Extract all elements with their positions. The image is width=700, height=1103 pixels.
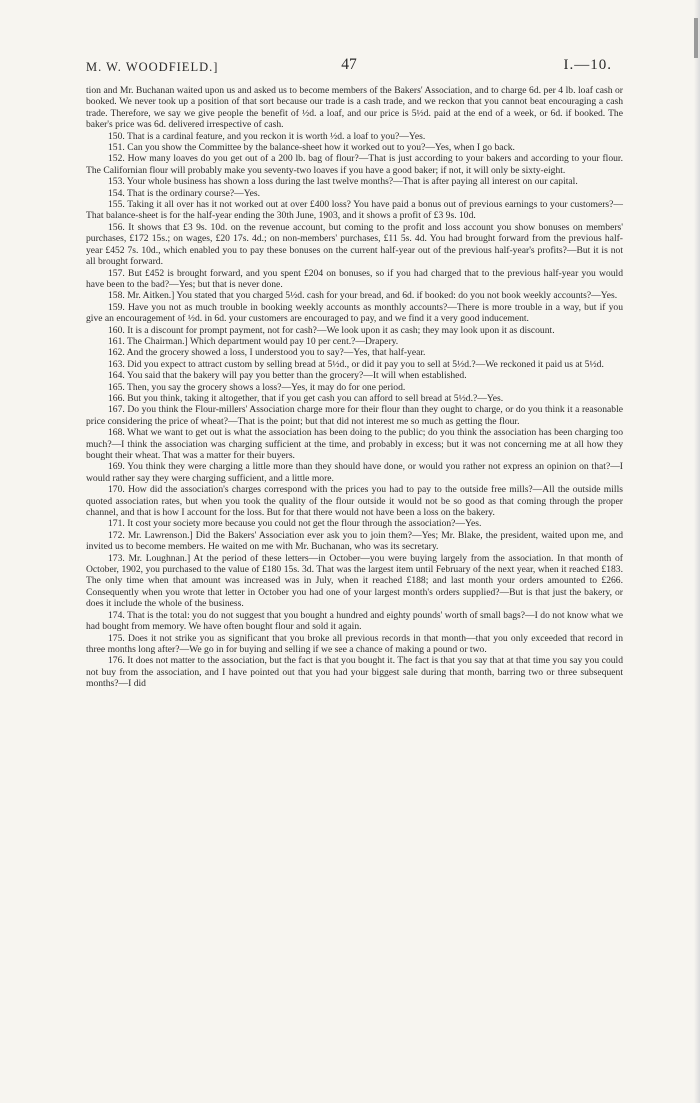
- testimony-paragraph: 162. And the grocery showed a loss, I understood you to say?—Yes, that half-year.: [108, 347, 426, 359]
- continued-paragraph: tion and Mr. Buchanan waited upon us and asked us to become members of the Bakers' Association, and to charge 6d. per 4 lb. loaf cash or booked. We never took up a position of that sort because our trade is a cash trade, and we reckon that you cannot beat encouraging a cash trade. Therefore, we say we give people the benefit of ½d. a loaf, and our price is 5½d. paid at the end of a week, or 6d. if booked. The baker's price was 6d. delivered irrespective of cash.: [86, 85, 623, 131]
- testimony-paragraph: 161. The Chairman.] Which department would pay 10 per cent.?—Drapery.: [108, 335, 399, 347]
- running-header: [86, 58, 612, 76]
- testimony-paragraph: 172. Mr. Lawrenson.] Did the Bakers' Association ever ask you to join them?—Yes; Mr. Blake, the president, waited upon me, and invited us to become members. He waited on me with Mr. Buchanan, who was its secretary.: [86, 529, 623, 553]
- testimony-paragraph: 160. It is a discount for prompt payment, not for cash?—We look upon it as cash; they may look upon it as discount.: [108, 324, 555, 336]
- testimony-paragraph: 176. It does not matter to the association, but the fact is that you bought it. The fact is that you say that at that time you say you could not buy from the association, and I have pointed out that you had your biggest sale during that month, barring two or three subsequent months?—I did: [86, 655, 623, 690]
- testimony-paragraph: 166. But you think, taking it altogether, that if you get cash you can afford to sell bread at 5½d.?—Yes.: [108, 392, 504, 404]
- testimony-paragraph: 159. Have you not as much trouble in booking weekly accounts as monthly accounts?—There is more trouble in a way, but if you give an encouragement of ½d. in 6d. your customers are encouraged to pay, and we find it a very good inducement.: [86, 301, 623, 325]
- testimony-paragraph: 164. You said that the bakery will pay you better than the grocery?—It will when established.: [108, 370, 467, 382]
- testimony-paragraph: 174. That is the total: you do not suggest that you bought a hundred and eighty pounds' worth of small bags?—I do not know what we had bought from memory. We have often bought flour and sold it again.: [86, 609, 623, 633]
- testimony-body: [86, 85, 623, 690]
- testimony-paragraph: 157. But £452 is brought forward, and you spent £204 on bonuses, so if you had charged that to the previous half-year you would have been to the bad?—Yes; but that is never done.: [86, 267, 623, 290]
- edge-mark: [694, 18, 698, 58]
- testimony-paragraph: 173. Mr. Loughnan.] At the period of these letters—in October—you were buying largely from the association. In that month of October, 1902, you purchased to the value of £180 15s. 3d. That was the largest item until February of the next year, when it reached £183. The only time when that amount was increased was in July, when it reached £188; and last month your orders amounted to £266. Consequently when you wrote that letter in October you had one of your largest month's orders supplied?—But is that just the bakery, or does it include the whole of the business.: [86, 552, 623, 610]
- testimony-paragraph: 170. How did the association's charges correspond with the prices you had to pay to the outside free mills?—All the outside mills quoted association rates, but when you took the quality of the flour outside it would not be so good as that coming through the proper channel, and that is how I account for the loss. But for that there would not have been a loss on the bakery.: [86, 484, 623, 519]
- testimony-paragraph: 167. Do you think the Flour-millers' Association charge more for their flour than they ought to charge, or do you think it a reasonable price considering the price of wheat?—That is the point; but that did not interest me so much as getting the flour.: [86, 404, 623, 427]
- testimony-paragraph: 169. You think they were charging a little more than they should have done, or would you rather not express an opinion on that?—I would rather say they were charging sufficient, and a little more.: [86, 461, 623, 484]
- document-reference: I.—10.: [563, 57, 612, 73]
- testimony-paragraph: 150. That is a cardinal feature, and you reckon it is worth ½d. a loaf to you?—Yes.: [108, 130, 426, 142]
- testimony-paragraph: 158. Mr. Aitken.] You stated that you charged 5½d. cash for your bread, and 6d. if booked: do you not book weekly accounts?—Yes.: [108, 290, 618, 302]
- testimony-paragraph: 165. Then, you say the grocery shows a loss?—Yes, it may do for one period.: [108, 381, 406, 393]
- testimony-paragraph: 175. Does it not strike you as significant that you broke all previous records in that month—that you only exceeded that record in three months long after?—We go in for buying and selling if we see a chance of making a pound or two.: [86, 632, 623, 655]
- testimony-paragraph: 171. It cost your society more because you could not get the flour through the association?—Yes.: [108, 518, 482, 530]
- page-number: 47: [341, 56, 357, 73]
- witness-name: M. W. WOODFIELD.]: [86, 60, 219, 74]
- testimony-paragraph: 156. It shows that £3 9s. 10d. on the revenue account, but coming to the profit and loss account you show bonuses on members' purchases, £172 15s.; on wages, £20 17s. 4d.; on non-members' purchases, £11 5s. 4d. You had brought forward from the previous half-year £452 7s. 10d., which enabled you to pay these bonuses on the current half-year out of the previous half-year's profits?—But it is not all brought forward.: [86, 221, 623, 268]
- testimony-paragraph: 154. That is the ordinary course?—Yes.: [108, 187, 261, 199]
- testimony-paragraph: 155. Taking it all over has it not worked out at over £400 loss? You have paid a bonus out of previous earnings to your customers?—That balance-sheet is for the half-year ending the 30th June, 1903, and it shows a profit of £3 9s. 10d.: [86, 199, 623, 222]
- testimony-paragraph: 168. What we want to get out is what the association has been doing to the public; do you think the association has been charging too much?—I think the association was charging sufficient at the time, and probably in excess; but it was not concerning me at all how they bought their wheat. That was a matter for their buyers.: [86, 427, 623, 461]
- testimony-paragraph: 152. How many loaves do you get out of a 200 lb. bag of flour?—That is just according to your bakers and according to your flour. The Californian flour will probably make you seventy-two loaves if you have a good baker; if not, it will only be sixty-eight.: [86, 153, 623, 176]
- testimony-paragraph: 153. Your whole business has shown a loss during the last twelve months?—That is after paying all interest on our capital.: [108, 176, 578, 188]
- testimony-paragraph: 163. Did you expect to attract custom by selling bread at 5½d., or did it pay you to sell at 5½d.?—We reckoned it paid us at 5½d.: [108, 358, 604, 370]
- page-edge: [694, 0, 700, 1103]
- testimony-paragraph: 151. Can you show the Committee by the balance-sheet how it worked out to you?—Yes, when I go back.: [108, 142, 515, 154]
